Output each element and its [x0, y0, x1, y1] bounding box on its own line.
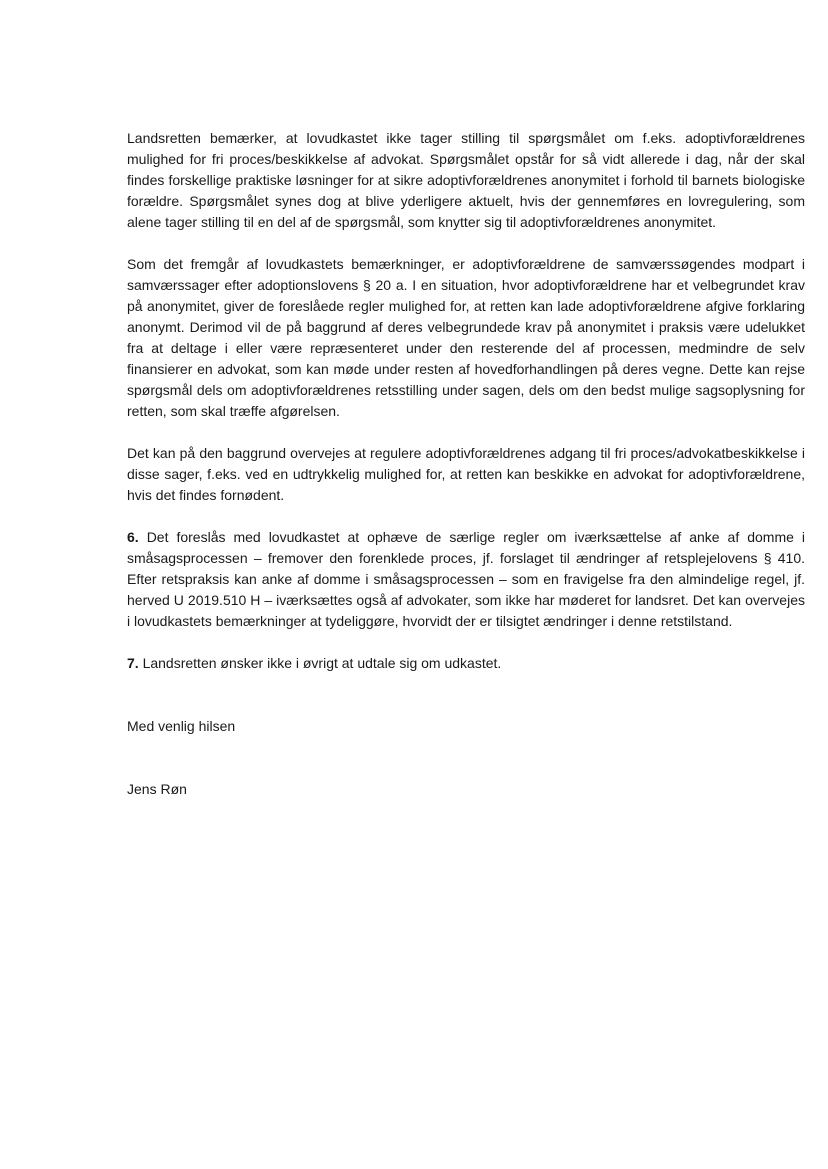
closing-greeting: Med venlig hilsen: [127, 718, 236, 734]
paragraph-text: Landsretten bemærker, at lovudkastet ikke tager stilling til spørgsmålet om f.eks. adoptivforældrenes mulighed for fri proces/beskikkelse af advokat. Spørgsmålet opstår for så vidt allerede i dag, når der skal findes forskellige praktiske løsninger for at sikre adoptivforældrenes anonymitet i forhold til barnets biologiske forældre. Spørgsmålet synes dog at blive yderligere aktuelt, hvis der gennemføres en lovregulering, som alene tager stilling til en del af de spørgsmål, som knytter sig til adoptivforældrenes anonymitet.: [127, 130, 805, 230]
paragraph-text: Som det fremgår af lovudkastets bemærkninger, er adoptivforældrene de samværssøgendes modpart i samværssager efter adoptionslovens § 20 a. I en situation, hvor adoptivforældrene har et velbegrundet krav på anonymitet, giver de foreslåede regler mulighed for, at retten kan lade adoptivforældrene afgive forklaring anonymt. Derimod vil de på baggrund af deres velbegrundede krav på anonymitet i praksis være udelukket fra at deltage i eller være repræsenteret under den resterende del af processen, medmindre de selv finansierer en advokat, som kan møde under resten af hovedforhandlingen på deres vegne. Dette kan rejse spørgsmål dels om adoptivforældrenes retsstilling under sagen, dels om den bedst mulige sagsoplysning for retten, som skal træffe afgørelsen.: [127, 256, 805, 419]
paragraph-advocate-appointment: [127, 443, 805, 506]
signature-name: Jens Røn: [127, 781, 187, 797]
paragraph-adoption-act-20a: [127, 254, 805, 422]
paragraph-point-6: [127, 527, 805, 632]
paragraph-anonymity-legal-aid: [127, 128, 805, 233]
paragraph-number: 6.: [127, 529, 139, 545]
paragraph-text: Landsretten ønsker ikke i øvrigt at udtale sig om udkastet.: [142, 655, 502, 671]
document-body: [127, 128, 805, 800]
paragraph-point-7: [127, 653, 805, 674]
paragraph-number: 7.: [127, 655, 139, 671]
paragraph-text: Det kan på den baggrund overvejes at regulere adoptivforældrenes adgang til fri proces/advokatbeskikkelse i disse sager, f.eks. ved en udtrykkelig mulighed for, at retten kan beskikke en advokat for adoptivforældrene, hvis det findes fornødent.: [127, 445, 805, 503]
paragraph-text: Det foreslås med lovudkastet at ophæve de særlige regler om iværksættelse af anke af domme i småsagsprocessen – fremover den forenklede proces, jf. forslaget til ændringer af retsplejelovens § 410. Efter retspraksis kan anke af domme i småsagsprocessen – som en fravigelse fra den almindelige regel, jf. herved U 2019.510 H – iværksættes også af advokater, som ikke har møderet for landsret. Det kan overvejes i lovudkastets bemærkninger at tydeliggøre, hvorvidt der er tilsigtet ændringer i denne retstilstand.: [127, 529, 806, 629]
